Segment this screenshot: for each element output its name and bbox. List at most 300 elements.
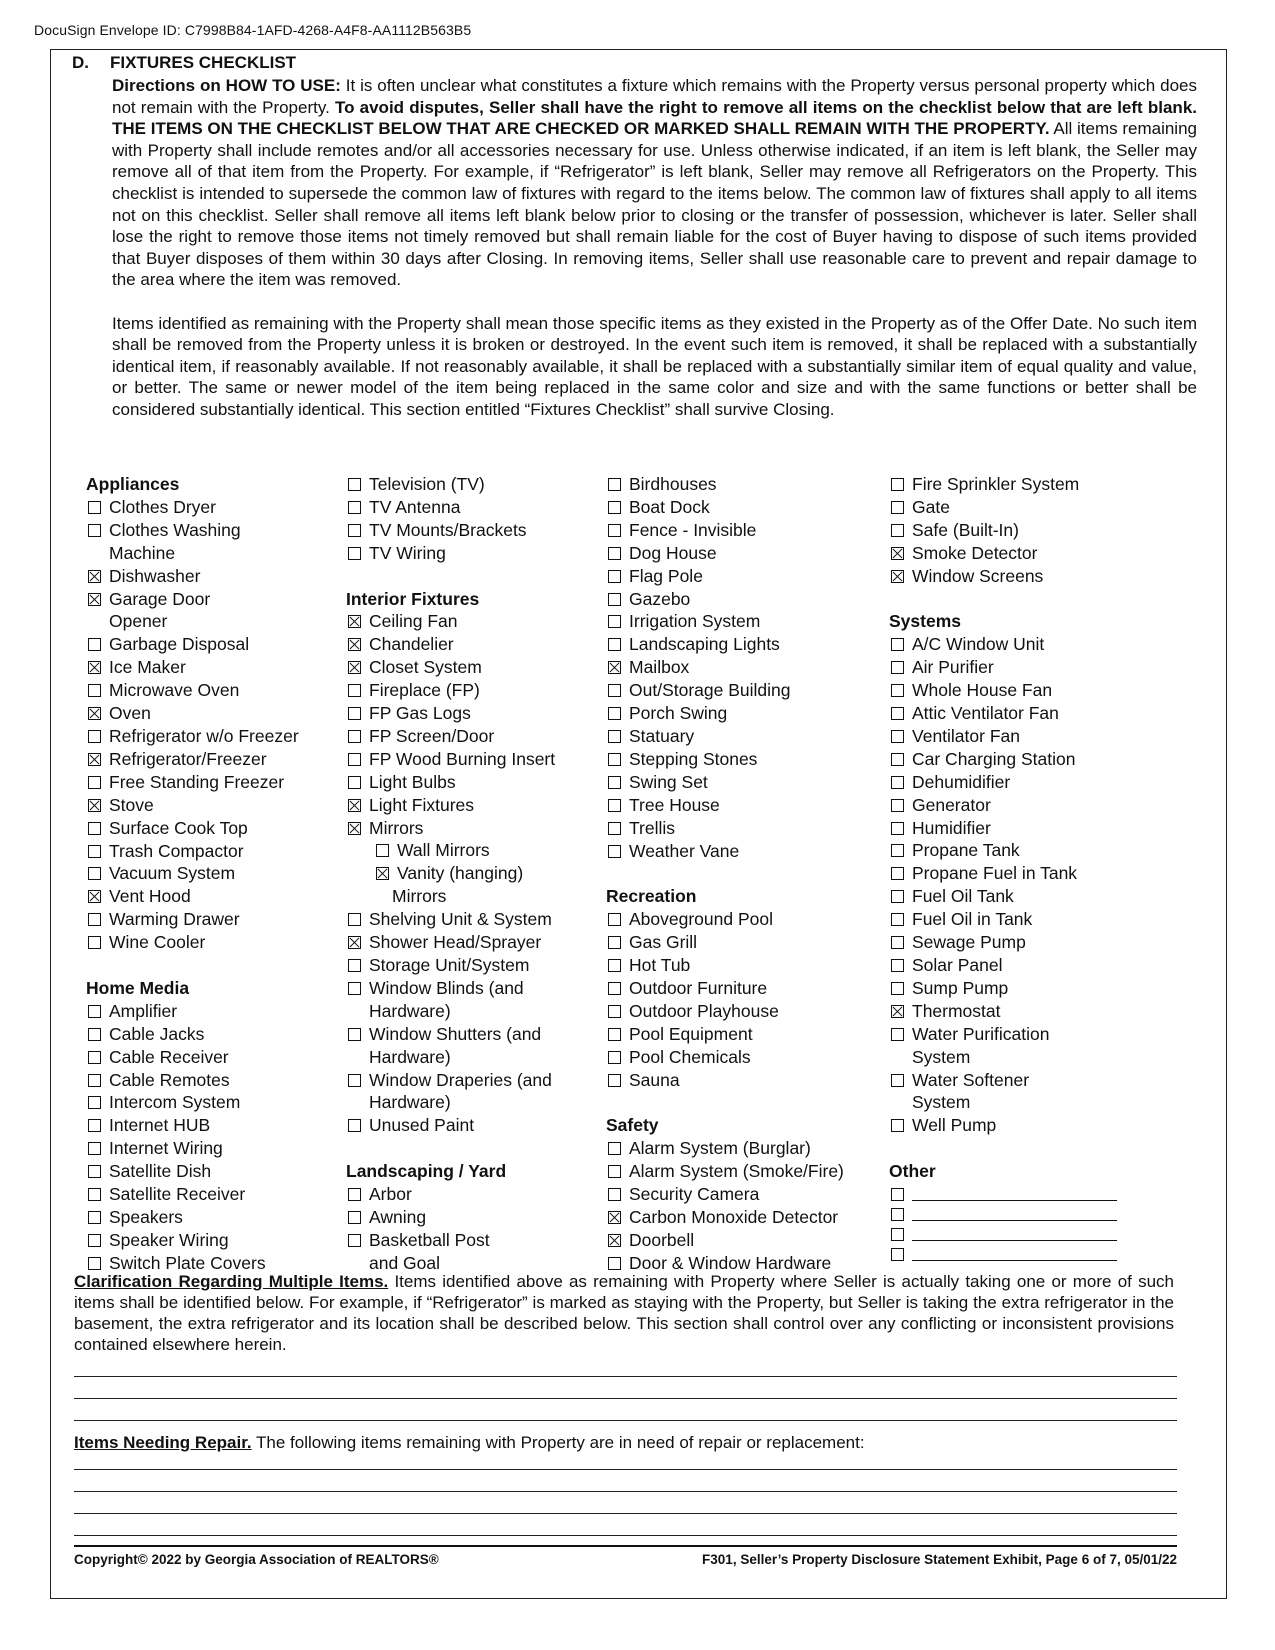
item-label-continuation: Machine xyxy=(109,542,176,563)
group-heading-other: Other xyxy=(889,1161,936,1182)
checklist-item-label: Clothes Washing xyxy=(109,519,241,540)
checklist-item-label: Outdoor Furniture xyxy=(629,977,768,998)
checkbox-icon[interactable] xyxy=(891,959,904,972)
checklist-item-label: Shower Head/Sprayer xyxy=(369,932,542,953)
checkbox-checked-icon[interactable] xyxy=(88,570,101,583)
checklist-item-whole-house-fan xyxy=(889,679,1117,702)
checkbox-icon[interactable] xyxy=(608,959,621,972)
checkbox-icon[interactable] xyxy=(891,707,904,720)
section-heading xyxy=(72,53,296,73)
checkbox-icon[interactable] xyxy=(891,1188,904,1201)
checklist-item-ice-maker xyxy=(86,656,299,679)
checklist-item-other-blank-33 xyxy=(889,1223,1117,1243)
checklist-item-air-purifier xyxy=(889,656,1117,679)
checklist-item-basketball-post xyxy=(346,1229,555,1252)
checklist-item-label: Shelving Unit & System xyxy=(369,909,552,930)
checklist-item-label: Security Camera xyxy=(629,1184,760,1205)
checkbox-icon[interactable] xyxy=(348,707,361,720)
repair-line-2[interactable] xyxy=(74,1491,1177,1492)
checklist-item-dehumidifier xyxy=(889,771,1117,794)
checklist-item-irrigation-system xyxy=(606,610,844,633)
checklist-item-label: Gate xyxy=(912,496,950,517)
checkbox-icon[interactable] xyxy=(608,845,621,858)
repair-text: The following items remaining with Property are in need of repair or replacement: xyxy=(251,1433,865,1452)
checklist-item-satellite-receiver xyxy=(86,1183,299,1206)
checklist-item-fire-sprinkler-system xyxy=(889,473,1117,496)
checkbox-icon[interactable] xyxy=(348,478,361,491)
checklist-item-label: Satellite Receiver xyxy=(109,1184,246,1205)
checkbox-checked-icon[interactable] xyxy=(348,936,361,949)
repair-line-3[interactable] xyxy=(74,1513,1177,1514)
checkbox-icon[interactable] xyxy=(891,1028,904,1041)
checklist-item-smoke-detector xyxy=(889,542,1117,565)
checkbox-icon[interactable] xyxy=(348,1074,361,1087)
checklist-item-label: Arbor xyxy=(369,1184,412,1205)
repair-lead: Items Needing Repair. xyxy=(74,1433,252,1452)
clarification-lead: Clarification Regarding Multiple Items. xyxy=(74,1272,389,1291)
checklist-item-label: Weather Vane xyxy=(629,840,740,861)
checklist-item-label: Surface Cook Top xyxy=(109,817,248,838)
group-heading-landscaping-yard: Landscaping / Yard xyxy=(346,1161,507,1182)
checklist-item-satellite-dish xyxy=(86,1160,299,1183)
checklist-item-television-tv xyxy=(346,473,555,496)
checklist-item-label: Humidifier xyxy=(912,817,991,838)
checkbox-icon[interactable] xyxy=(608,478,621,491)
checklist-item-fuel-oil-tank xyxy=(889,885,1117,908)
checklist-item-garage-door xyxy=(86,588,299,611)
item-label-continuation: and Goal xyxy=(369,1252,441,1273)
checklist-item-label: Landscaping Lights xyxy=(629,634,780,655)
group-heading-recreation: Recreation xyxy=(606,886,697,907)
checkbox-icon[interactable] xyxy=(88,1119,101,1132)
checklist-item-vent-hood xyxy=(86,885,299,908)
checklist-item-ceiling-fan xyxy=(346,610,555,633)
checklist-item-gazebo xyxy=(606,588,844,611)
checkbox-icon[interactable] xyxy=(891,730,904,743)
checkbox-icon[interactable] xyxy=(608,547,621,560)
item-label-continuation: Hardware) xyxy=(369,1046,451,1067)
checklist-item-label: Oven xyxy=(109,703,151,724)
checklist-item-security-camera xyxy=(606,1183,844,1206)
checklist-item-label: Wall Mirrors xyxy=(397,840,490,861)
checkbox-icon[interactable] xyxy=(608,982,621,995)
checklist-item-label: Refrigerator w/o Freezer xyxy=(109,725,299,746)
checklist-item-car-charging-station xyxy=(889,748,1117,771)
group-heading-interior-fixtures: Interior Fixtures xyxy=(346,588,480,609)
group-spacer xyxy=(889,588,1117,611)
checkbox-icon[interactable] xyxy=(348,776,361,789)
checklist-item-intercom-system xyxy=(86,1091,299,1114)
checkbox-icon[interactable] xyxy=(608,524,621,537)
checklist-item-fuel-oil-in-tank xyxy=(889,908,1117,931)
group-heading-safety: Safety xyxy=(606,1115,659,1136)
checklist-item-dog-house xyxy=(606,542,844,565)
checklist-item-warming-drawer xyxy=(86,908,299,931)
checkbox-icon[interactable] xyxy=(608,684,621,697)
item-label-continuation: Hardware) xyxy=(369,1000,451,1021)
checklist-item-landscaping-lights xyxy=(606,633,844,656)
checkbox-icon[interactable] xyxy=(348,547,361,560)
checklist-item-label: Door & Window Hardware xyxy=(629,1252,832,1273)
checklist-item-label: Pool Equipment xyxy=(629,1023,753,1044)
checkbox-icon[interactable] xyxy=(891,1208,904,1221)
clarification-line-3[interactable] xyxy=(74,1420,1177,1421)
checklist-item-mirrors xyxy=(346,817,555,840)
checkbox-icon[interactable] xyxy=(891,936,904,949)
checklist-item-label: Hot Tub xyxy=(629,955,691,976)
item-label-continuation: Mirrors xyxy=(392,886,447,907)
checkbox-icon[interactable] xyxy=(88,1051,101,1064)
checklist-item-label: Statuary xyxy=(629,725,695,746)
checklist-item-storage-unit-system xyxy=(346,954,555,977)
item-label-continuation: System xyxy=(912,1092,971,1113)
checklist-item-label: Cable Jacks xyxy=(109,1023,205,1044)
checkbox-icon[interactable] xyxy=(88,1005,101,1018)
checklist-item-label: Gas Grill xyxy=(629,932,698,953)
checklist-item-other-blank-34 xyxy=(889,1243,1117,1263)
checkbox-checked-icon[interactable] xyxy=(348,615,361,628)
checkbox-icon[interactable] xyxy=(88,913,101,926)
checklist-item-label: Closet System xyxy=(369,657,482,678)
checklist-item-other-blank-32 xyxy=(889,1203,1117,1223)
checklist-item-sewage-pump xyxy=(889,931,1117,954)
checklist-item-solar-panel xyxy=(889,954,1117,977)
checklist-item-ventilator-fan xyxy=(889,725,1117,748)
checkbox-icon[interactable] xyxy=(608,501,621,514)
checkbox-checked-icon[interactable] xyxy=(891,1005,904,1018)
checklist-item-thermostat xyxy=(889,1000,1117,1023)
checklist-item-label: Speaker Wiring xyxy=(109,1229,229,1250)
checklist-item-internet-hub xyxy=(86,1114,299,1137)
checklist-item-light-fixtures xyxy=(346,794,555,817)
checklist-item-label: Swing Set xyxy=(629,771,708,792)
checkbox-icon[interactable] xyxy=(891,661,904,674)
group-spacer xyxy=(346,565,555,588)
checkbox-icon[interactable] xyxy=(88,1165,101,1178)
checkbox-icon[interactable] xyxy=(348,1028,361,1041)
other-item-blank-line[interactable] xyxy=(912,1183,1117,1201)
checkbox-checked-icon[interactable] xyxy=(88,890,101,903)
checkbox-checked-icon[interactable] xyxy=(348,661,361,674)
checklist-item-label: Air Purifier xyxy=(912,657,994,678)
checklist-item-window-blinds-and xyxy=(346,977,555,1000)
checkbox-checked-icon[interactable] xyxy=(88,661,101,674)
checklist-item-weather-vane xyxy=(606,840,844,863)
checkbox-icon[interactable] xyxy=(348,959,361,972)
footer-copyright: Copyright© 2022 by Georgia Association of REALTORS® xyxy=(74,1552,439,1567)
checkbox-icon[interactable] xyxy=(608,1188,621,1201)
checkbox-icon[interactable] xyxy=(608,1005,621,1018)
checkbox-icon[interactable] xyxy=(88,776,101,789)
envelope-id: DocuSign Envelope ID: C7998B84-1AFD-4268-A4F8-AA1112B563B5 xyxy=(34,22,472,38)
checklist-item-label: Birdhouses xyxy=(629,474,717,494)
clarification-line-1[interactable] xyxy=(74,1376,1177,1377)
checkbox-icon[interactable] xyxy=(608,1074,621,1087)
checklist-item-label: Out/Storage Building xyxy=(629,680,791,701)
checkbox-icon[interactable] xyxy=(891,799,904,812)
checkbox-icon[interactable] xyxy=(88,501,101,514)
checklist-item-label: Garage Door xyxy=(109,588,211,609)
checklist-item-label: Satellite Dish xyxy=(109,1161,212,1182)
checklist-item-wall-mirrors xyxy=(346,839,555,862)
checklist-item-tv-mounts-brackets xyxy=(346,519,555,542)
checkbox-checked-icon[interactable] xyxy=(348,822,361,835)
checkbox-checked-icon[interactable] xyxy=(608,661,621,674)
checkbox-icon[interactable] xyxy=(891,684,904,697)
checkbox-icon[interactable] xyxy=(891,1228,904,1241)
checklist-item-flag-pole xyxy=(606,565,844,588)
checklist-item-label: Fence - Invisible xyxy=(629,519,757,540)
checkbox-icon[interactable] xyxy=(88,867,101,880)
checkbox-icon[interactable] xyxy=(88,845,101,858)
checklist-item-label: Gazebo xyxy=(629,588,691,609)
checkbox-icon[interactable] xyxy=(348,1211,361,1224)
checkbox-icon[interactable] xyxy=(608,615,621,628)
checklist-item-light-bulbs xyxy=(346,771,555,794)
checkbox-checked-icon[interactable] xyxy=(608,1234,621,1247)
checklist-item-label: Water Purification xyxy=(912,1023,1050,1044)
checklist-item-fence-invisible xyxy=(606,519,844,542)
checkbox-checked-icon[interactable] xyxy=(376,867,389,880)
checklist-item-unused-paint xyxy=(346,1114,555,1137)
checklist-item-label: Clothes Dryer xyxy=(109,496,216,517)
checklist-item-gas-grill xyxy=(606,931,844,954)
checklist-item-label: TV Antenna xyxy=(369,496,461,517)
checkbox-icon[interactable] xyxy=(891,1074,904,1087)
checklist-item-alarm-system-smoke-fire xyxy=(606,1160,844,1183)
checklist-item-label: Fireplace (FP) xyxy=(369,680,480,701)
checkbox-icon[interactable] xyxy=(88,936,101,949)
checklist-item-label: Cable Remotes xyxy=(109,1069,230,1090)
checkbox-icon[interactable] xyxy=(891,890,904,903)
checklist-item-label: Pool Chemicals xyxy=(629,1046,751,1067)
checkbox-icon[interactable] xyxy=(608,913,621,926)
other-item-blank-line[interactable] xyxy=(912,1223,1117,1241)
checkbox-icon[interactable] xyxy=(891,982,904,995)
checklist-item-label: Vanity (hanging) xyxy=(397,863,524,884)
checkbox-icon[interactable] xyxy=(88,1257,101,1270)
checkbox-icon[interactable] xyxy=(348,753,361,766)
directions-label: Directions on HOW TO USE: xyxy=(112,76,341,95)
checklist-item-sump-pump xyxy=(889,977,1117,1000)
checklist-item-closet-system xyxy=(346,656,555,679)
checkbox-icon[interactable] xyxy=(348,1234,361,1247)
checkbox-icon[interactable] xyxy=(376,844,389,857)
checklist-item-label: Stepping Stones xyxy=(629,748,758,769)
checkbox-icon[interactable] xyxy=(608,1257,621,1270)
checkbox-checked-icon[interactable] xyxy=(891,547,904,560)
checklist-item-free-standing-freezer xyxy=(86,771,299,794)
checkbox-icon[interactable] xyxy=(608,1051,621,1064)
checkbox-icon[interactable] xyxy=(891,776,904,789)
checkbox-checked-icon[interactable] xyxy=(88,707,101,720)
item-label-continuation: Opener xyxy=(109,611,168,632)
checklist-item-cable-remotes xyxy=(86,1069,299,1092)
checklist-item-label: Tree House xyxy=(629,794,720,815)
checklist-item-label: Sauna xyxy=(629,1069,680,1090)
checkbox-icon[interactable] xyxy=(608,707,621,720)
checkbox-icon[interactable] xyxy=(608,1165,621,1178)
checkbox-icon[interactable] xyxy=(348,684,361,697)
checklist-column-1 xyxy=(86,473,299,1275)
checklist-item-label: Irrigation System xyxy=(629,611,761,632)
checklist-column-4 xyxy=(889,473,1117,1263)
checkbox-icon[interactable] xyxy=(88,1211,101,1224)
checklist-item-statuary xyxy=(606,725,844,748)
checklist-item-carbon-monoxide-detector xyxy=(606,1206,844,1229)
checkbox-icon[interactable] xyxy=(88,1142,101,1155)
checklist-item-label: Attic Ventilator Fan xyxy=(912,703,1059,724)
checklist-item-generator xyxy=(889,794,1117,817)
checklist-item-birdhouses xyxy=(606,473,844,496)
checkbox-icon[interactable] xyxy=(891,638,904,651)
clarification-text: Items identified above as remaining with Property where Seller is actually taking one or more of such items shall be identified below. For example, if “Refrigerator” is marked as staying with the Property, but Seller is taking the extra refrigerator in the basement, the extra refrigerator and its location shall be described below. This section shall control over any conflicting or inconsistent provisions contained elsewhere herein. xyxy=(74,1272,1174,1354)
checkbox-icon[interactable] xyxy=(891,524,904,537)
checkbox-icon[interactable] xyxy=(88,1074,101,1087)
checklist-item-arbor xyxy=(346,1183,555,1206)
checklist-item-label: Internet HUB xyxy=(109,1115,211,1136)
repair-line-4[interactable] xyxy=(74,1535,1177,1536)
checklist-item-hot-tub xyxy=(606,954,844,977)
checklist-item-refrigerator-freezer xyxy=(86,748,299,771)
checkbox-icon[interactable] xyxy=(891,867,904,880)
checklist-item-label: Storage Unit/System xyxy=(369,955,530,976)
checklist-item-safe-built-in xyxy=(889,519,1117,542)
checklist-item-wine-cooler xyxy=(86,931,299,954)
checklist-item-fp-screen-door xyxy=(346,725,555,748)
checklist-item-awning xyxy=(346,1206,555,1229)
checklist-item-fp-wood-burning-insert xyxy=(346,748,555,771)
checkbox-icon[interactable] xyxy=(608,753,621,766)
checklist-item-label: Unused Paint xyxy=(369,1115,475,1136)
checkbox-icon[interactable] xyxy=(608,936,621,949)
checkbox-icon[interactable] xyxy=(891,1248,904,1261)
other-item-blank-line[interactable] xyxy=(912,1243,1117,1261)
checkbox-icon[interactable] xyxy=(608,1142,621,1155)
checkbox-checked-icon[interactable] xyxy=(348,638,361,651)
checklist-item-label: Fire Sprinkler System xyxy=(912,474,1080,494)
checklist-item-label: Ice Maker xyxy=(109,657,186,678)
checkbox-icon[interactable] xyxy=(891,913,904,926)
checkbox-icon[interactable] xyxy=(348,501,361,514)
checkbox-icon[interactable] xyxy=(88,638,101,651)
checklist-item-window-draperies-and xyxy=(346,1069,555,1092)
checkbox-icon[interactable] xyxy=(88,524,101,537)
checkbox-icon[interactable] xyxy=(608,570,621,583)
checklist-item-label: Vent Hood xyxy=(109,886,191,907)
checkbox-icon[interactable] xyxy=(88,730,101,743)
checkbox-icon[interactable] xyxy=(608,730,621,743)
checkbox-icon[interactable] xyxy=(88,1234,101,1247)
checkbox-icon[interactable] xyxy=(891,844,904,857)
directions-paragraph-2: Items identified as remaining with the Property shall mean those specific items as they existed in the Property as of the Offer Date. No such item shall be removed from the Property unless it is broken or destroyed. In the event such item is removed, it shall be replaced with a substantially identical item, if reasonably available. If not reasonably available, it shall be replaced with a substantially similar item of equal quality and value, or better. The same or newer model of the item being replaced in the same color and size and with the same functions or better shall be considered substantially identical. This section entitled “Fixtures Checklist” shall survive Closing. xyxy=(112,313,1197,419)
checkbox-checked-icon[interactable] xyxy=(88,799,101,812)
checkbox-icon[interactable] xyxy=(608,1028,621,1041)
checkbox-checked-icon[interactable] xyxy=(88,753,101,766)
checkbox-icon[interactable] xyxy=(348,730,361,743)
checklist-item-label: Wine Cooler xyxy=(109,932,206,953)
checkbox-icon[interactable] xyxy=(891,478,904,491)
checklist-item-label: FP Screen/Door xyxy=(369,725,495,746)
checklist-item-label: Chandelier xyxy=(369,634,454,655)
checkbox-checked-icon[interactable] xyxy=(891,570,904,583)
checkbox-icon[interactable] xyxy=(88,822,101,835)
checklist-item-label: Window Screens xyxy=(912,565,1044,586)
checkbox-icon[interactable] xyxy=(891,501,904,514)
checkbox-icon[interactable] xyxy=(891,753,904,766)
checklist-item-surface-cook-top xyxy=(86,817,299,840)
checklist-item-boat-dock xyxy=(606,496,844,519)
checklist-item-sauna xyxy=(606,1069,844,1092)
checklist-item-label: Smoke Detector xyxy=(912,542,1038,563)
checklist-item-water-softener xyxy=(889,1069,1117,1092)
checklist-item-pool-equipment xyxy=(606,1023,844,1046)
checklist-item-well-pump xyxy=(889,1114,1117,1137)
checklist-item-label: Alarm System (Smoke/Fire) xyxy=(629,1161,844,1182)
checklist-item-window-screens xyxy=(889,565,1117,588)
checklist-item-other-blank-31 xyxy=(889,1183,1117,1203)
checklist-item-label: Speakers xyxy=(109,1206,183,1227)
checkbox-icon[interactable] xyxy=(88,1188,101,1201)
checklist-item-amplifier xyxy=(86,1000,299,1023)
checkbox-icon[interactable] xyxy=(348,913,361,926)
checklist-item-chandelier xyxy=(346,633,555,656)
checkbox-icon[interactable] xyxy=(348,982,361,995)
checklist-item-trash-compactor xyxy=(86,840,299,863)
checkbox-icon[interactable] xyxy=(891,1119,904,1132)
checkbox-icon[interactable] xyxy=(608,776,621,789)
checklist-item-label: Generator xyxy=(912,794,991,815)
checklist-item-fp-gas-logs xyxy=(346,702,555,725)
checkbox-checked-icon[interactable] xyxy=(348,799,361,812)
checkbox-icon[interactable] xyxy=(348,524,361,537)
checklist-item-mailbox xyxy=(606,656,844,679)
repair-line-1[interactable] xyxy=(74,1469,1177,1470)
checklist-item-propane-fuel-in-tank xyxy=(889,862,1117,885)
checkbox-icon[interactable] xyxy=(891,822,904,835)
checklist-item-label: Sewage Pump xyxy=(912,932,1026,953)
checkbox-icon[interactable] xyxy=(608,822,621,835)
checkbox-icon[interactable] xyxy=(348,1188,361,1201)
checkbox-checked-icon[interactable] xyxy=(608,1211,621,1224)
checkbox-icon[interactable] xyxy=(88,1096,101,1109)
checklist-item-label: Intercom System xyxy=(109,1092,241,1113)
checklist-item-label: Trellis xyxy=(629,817,676,838)
checkbox-icon[interactable] xyxy=(608,593,621,606)
checklist-item-label: Aboveground Pool xyxy=(629,909,773,930)
checkbox-icon[interactable] xyxy=(88,684,101,697)
clarification-line-2[interactable] xyxy=(74,1398,1177,1399)
checklist-item-label: FP Gas Logs xyxy=(369,703,471,724)
checklist-item-label: Microwave Oven xyxy=(109,680,240,701)
checkbox-icon[interactable] xyxy=(608,638,621,651)
checkbox-checked-icon[interactable] xyxy=(88,593,101,606)
checklist-item-outdoor-playhouse xyxy=(606,1000,844,1023)
checklist-item-speakers xyxy=(86,1206,299,1229)
checkbox-icon[interactable] xyxy=(88,1028,101,1041)
checkbox-icon[interactable] xyxy=(348,1119,361,1132)
checklist-item-label: Flag Pole xyxy=(629,565,703,586)
checkbox-icon[interactable] xyxy=(608,799,621,812)
other-item-blank-line[interactable] xyxy=(912,1203,1117,1221)
checklist-item-porch-swing xyxy=(606,702,844,725)
checklist-item-fireplace-fp xyxy=(346,679,555,702)
clarification-paragraph xyxy=(74,1271,1174,1355)
checklist-item-stepping-stones xyxy=(606,748,844,771)
checklist-item-label: Boat Dock xyxy=(629,496,710,517)
checklist-item-label: A/C Window Unit xyxy=(912,634,1045,655)
checklist-item-label: Mirrors xyxy=(369,817,424,838)
